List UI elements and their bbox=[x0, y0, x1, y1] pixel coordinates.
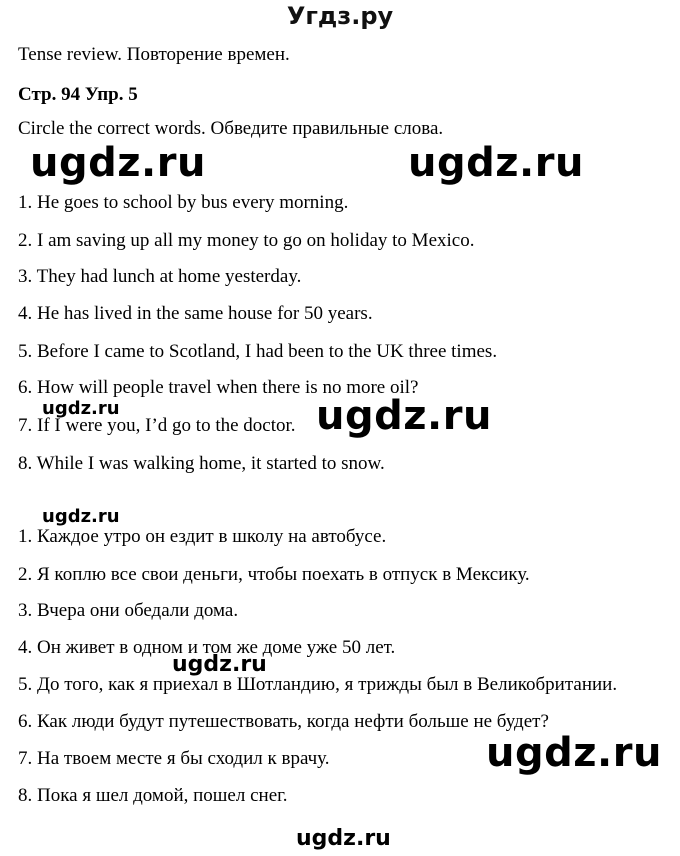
russian-answer-4: 4. Он живет в одном и том же доме уже 50 лет. bbox=[18, 637, 396, 658]
english-answer-3: 3. They had lunch at home yesterday. bbox=[18, 266, 302, 287]
english-answer-7: 7. If I were you, I’d go to the doctor. bbox=[18, 415, 296, 436]
english-answer-2: 2. I am saving up all my money to go on holiday to Mexico. bbox=[18, 230, 475, 251]
russian-answer-5: 5. До того, как я приехал в Шотландию, я трижды был в Великобритании. bbox=[18, 674, 618, 695]
russian-answer-1: 1. Каждое утро он ездит в школу на автобусе. bbox=[18, 526, 387, 547]
watermark: ugdz.ru bbox=[296, 826, 391, 851]
watermark: ugdz.ru bbox=[172, 652, 267, 677]
english-answer-6: 6. How will people travel when there is no more oil? bbox=[18, 377, 419, 398]
watermark: ugdz.ru bbox=[486, 730, 662, 776]
russian-answer-7: 7. На твоем месте я бы сходил к врачу. bbox=[18, 748, 330, 769]
russian-answer-3: 3. Вчера они обедали дома. bbox=[18, 600, 239, 621]
english-answer-4: 4. He has lived in the same house for 50 years. bbox=[18, 303, 373, 324]
watermark: ugdz.ru bbox=[42, 398, 120, 419]
watermark: ugdz.ru bbox=[42, 506, 120, 527]
russian-answer-8: 8. Пока я шел домой, пошел снег. bbox=[18, 785, 288, 806]
russian-answer-2: 2. Я коплю все свои деньги, чтобы поехать в отпуск в Мексику. bbox=[18, 564, 530, 585]
watermark: ugdz.ru bbox=[30, 140, 206, 186]
watermark: ugdz.ru bbox=[408, 140, 584, 186]
russian-answer-6: 6. Как люди будут путешествовать, когда нефти больше не будет? bbox=[18, 711, 549, 732]
english-answer-8: 8. While I was walking home, it started to snow. bbox=[18, 453, 385, 474]
instruction-line: Circle the correct words. Обведите правильные слова. bbox=[18, 118, 444, 139]
exercise-heading: Стр. 94 Упр. 5 bbox=[18, 84, 138, 105]
watermark: ugdz.ru bbox=[316, 393, 492, 439]
site-title: Угдз.ру bbox=[286, 2, 394, 30]
english-answer-1: 1. He goes to school by bus every morning. bbox=[18, 192, 349, 213]
topic-line: Tense review. Повторение времен. bbox=[18, 44, 290, 65]
english-answer-5: 5. Before I came to Scotland, I had been to the UK three times. bbox=[18, 341, 498, 362]
